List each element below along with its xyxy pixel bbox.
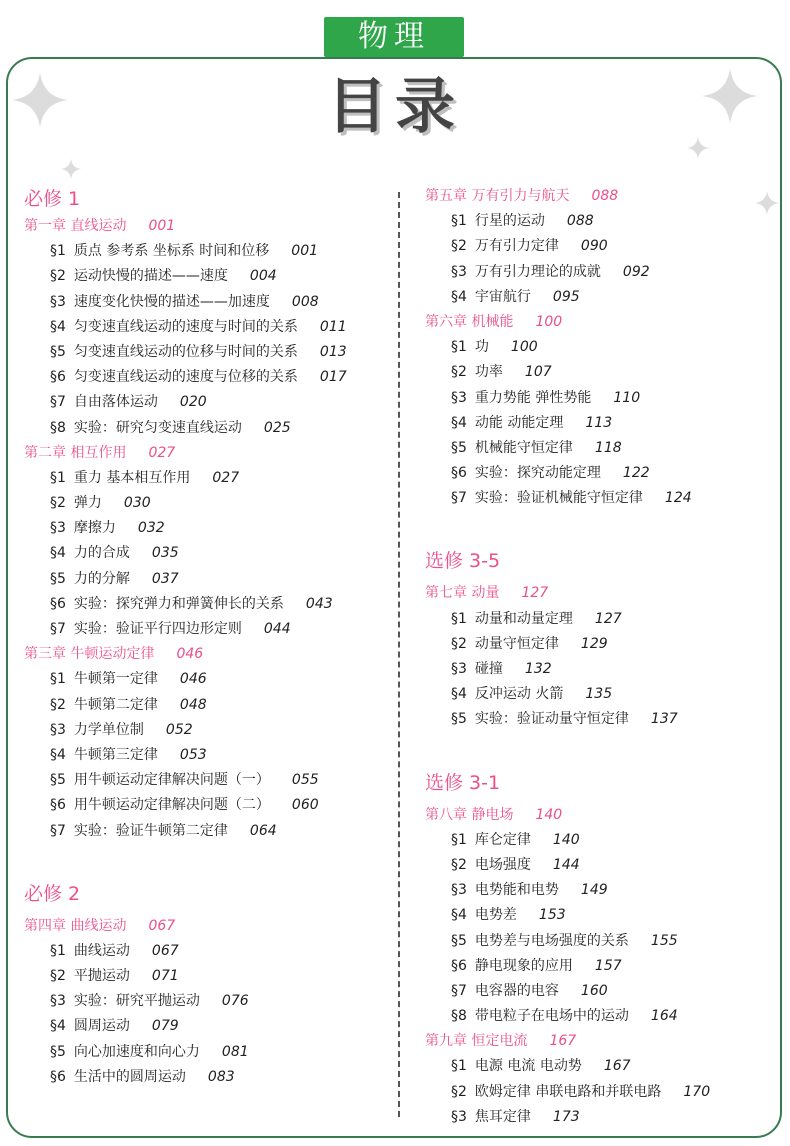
section-number: §7 [50,822,66,839]
section-title: 电势差与电场强度的关系 [474,932,629,949]
chapter-heading [425,1029,775,1054]
toc-left-column [24,184,392,1090]
page-number: 027 [148,444,176,461]
sparkle-icon [686,136,710,160]
section-number: §2 [451,364,467,381]
toc-entry [425,607,775,632]
section-number: §6 [50,797,66,814]
toc-entry [24,718,392,743]
toc-entry [24,693,392,718]
chapter-title: 第九章 恒定电流 [425,1033,528,1050]
chapter-heading [425,581,775,606]
toc-entry [425,979,775,1004]
toc-entry [24,1040,392,1065]
section-title: 平抛运动 [73,968,130,985]
subject-tab: 物理 [324,17,464,57]
page-number: 046 [176,646,204,663]
page-number: 170 [683,1083,711,1100]
toc-entry [24,1065,392,1090]
page-number: 011 [319,318,347,335]
page-number: 140 [552,831,580,848]
chapter-title: 第四章 曲线运动 [24,917,127,934]
section-number: §1 [451,339,467,356]
toc-entry [24,390,392,415]
toc-entry [425,682,775,707]
toc-entry [24,541,392,566]
section-title: 用牛顿运动定律解决问题（二） [73,797,270,814]
toc-entry [425,878,775,903]
section-number: §3 [50,993,66,1010]
section-title: 万有引力理论的成就 [474,263,601,280]
page-number: 127 [521,585,549,602]
chapter-heading [24,441,392,466]
toc-entry [425,903,775,928]
module-heading: 选修 3-1 [425,771,501,794]
page-number: 001 [148,218,176,234]
page-number: 046 [179,671,207,688]
toc-entry [24,939,392,964]
section-title: 反冲运动 火箭 [474,686,564,703]
toc-entry [24,239,392,264]
toc-entry [24,466,392,491]
page-number: 129 [580,635,608,652]
toc-entry [425,853,775,878]
page-number: 048 [179,696,207,713]
section-number: §1 [451,831,467,848]
toc-entry [425,929,775,954]
section-number: §1 [50,469,66,486]
section-number: §6 [50,595,66,612]
page-number: 017 [319,369,347,386]
toc-entry [425,1105,775,1130]
section-number: §7 [451,982,467,999]
chapter-title: 第六章 机械能 [425,313,514,330]
toc-entry [425,411,775,436]
toc-entry [425,335,775,360]
section-title: 带电粒子在电场中的运动 [474,1008,629,1025]
page-number: 144 [552,856,580,873]
chapter-heading [425,310,775,335]
sparkle-icon [10,70,70,130]
section-number: §3 [451,263,467,280]
section-title: 实验：研究平抛运动 [73,993,200,1010]
section-number: §3 [451,882,467,899]
page-number: 027 [212,469,240,486]
section-number: §6 [50,369,66,386]
section-number: §5 [50,570,66,587]
section-title: 功率 [474,364,503,381]
page-number: 067 [151,942,179,959]
section-title: 牛顿第一定律 [73,671,158,688]
page-number: 076 [221,993,249,1010]
section-number: §2 [50,696,66,713]
section-number: §1 [50,671,66,688]
page-number: 132 [524,661,552,677]
section-title: 自由落体运动 [73,394,158,411]
page-number: 020 [179,394,207,411]
section-title: 生活中的圆周运动 [73,1068,186,1085]
page-number: 030 [123,495,151,512]
section-title: 行星的运动 [474,213,545,230]
section-title: 实验：验证动量守恒定律 [474,711,629,728]
page-number: 100 [510,339,538,356]
section-number: §2 [451,635,467,652]
section-number: §5 [50,1043,66,1060]
section-title: 静电现象的应用 [474,957,573,974]
toc-entry [24,667,392,692]
page-number: 081 [221,1043,249,1060]
page-number: 008 [291,293,319,310]
page-number: 004 [249,268,277,285]
section-title: 用牛顿运动定律解决问题（一） [73,772,270,789]
page-number: 160 [580,982,608,999]
toc-entry [24,315,392,340]
section-title: 功 [474,339,489,356]
section-number: §8 [451,1008,467,1025]
chapter-heading [24,914,392,939]
section-title: 速度变化快慢的描述——加速度 [73,293,270,310]
module-heading: 选修 3-5 [425,550,501,573]
page-number: 079 [151,1018,179,1035]
page-number: 124 [664,490,692,507]
page-title: 目录 [327,72,463,142]
page-number: 157 [594,957,622,974]
section-number: §2 [451,856,467,873]
section-number: §3 [451,661,467,677]
toc-entry [425,209,775,234]
toc-entry [425,486,775,511]
page-number: 092 [622,263,650,280]
toc-entry [24,340,392,365]
sparkle-icon [700,66,760,126]
page-number: 149 [580,882,608,899]
section-title: 力学单位制 [73,721,144,738]
toc-entry [24,290,392,315]
section-number: §3 [50,293,66,310]
chapter-heading [24,642,392,667]
section-title: 宇宙航行 [474,288,531,305]
chapter-title: 第二章 相互作用 [24,444,127,461]
section-title: 电场强度 [474,856,531,873]
section-number: §7 [50,621,66,637]
toc-entry [24,793,392,818]
page-number: 122 [622,465,650,482]
section-title: 重力 基本相互作用 [73,469,191,486]
section-number: §4 [50,1018,66,1035]
page-number: 035 [151,545,179,562]
page-number: 013 [319,343,347,360]
section-number: §7 [451,490,467,507]
section-number: §1 [50,243,66,260]
section-number: §4 [451,907,467,924]
section-number: §3 [50,520,66,537]
section-number: §3 [50,721,66,738]
section-number: §2 [50,968,66,985]
page-number: 118 [594,439,622,456]
page-number: 090 [580,238,608,255]
section-number: §2 [50,268,66,285]
section-number: §1 [451,1058,467,1075]
toc-entry [425,360,775,385]
section-title: 动量守恒定律 [474,635,559,652]
toc-entry [425,436,775,461]
section-title: 曲线运动 [73,942,130,959]
section-number: §4 [451,288,467,305]
toc-entry [24,567,392,592]
section-number: §4 [451,414,467,431]
section-number: §5 [50,772,66,789]
toc-entry [24,516,392,541]
toc-entry [425,234,775,259]
page-number: 032 [137,520,165,537]
toc-entry [24,592,392,617]
section-title: 实验：探究动能定理 [474,465,601,482]
section-number: §4 [50,318,66,335]
section-title: 焦耳定律 [474,1108,531,1125]
page-number: 167 [603,1058,631,1075]
section-number: §6 [50,1068,66,1085]
toc-entry [24,1014,392,1039]
section-title: 万有引力定律 [474,238,559,255]
page-number: 060 [291,797,319,814]
module-heading: 必修 2 [24,882,81,905]
section-title: 实验：验证牛顿第二定律 [73,822,228,839]
section-number: §5 [451,711,467,728]
toc-entry [425,1004,775,1029]
page-number: 135 [585,686,613,703]
chapter-heading [24,214,392,239]
section-title: 匀变速直线运动的位移与时间的关系 [73,343,298,360]
toc-right-column [425,184,775,1130]
chapter-title: 第七章 动量 [425,585,500,602]
toc-entry [24,416,392,441]
chapter-title: 第一章 直线运动 [24,218,127,234]
toc-entry [425,954,775,979]
section-number: §1 [451,610,467,627]
page-number: 053 [179,746,207,763]
section-title: 质点 参考系 坐标系 时间和位移 [73,243,270,260]
toc-entry [425,707,775,732]
section-title: 动能 动能定理 [474,414,564,431]
module-heading: 必修 1 [24,188,81,210]
section-title: 弹力 [73,495,102,512]
page-number: 140 [535,806,563,823]
section-title: 圆周运动 [73,1018,130,1035]
page-number: 067 [148,917,176,934]
section-number: §1 [50,942,66,959]
section-number: §1 [451,213,467,230]
toc-entry [24,743,392,768]
toc-entry [425,1054,775,1079]
section-number: §5 [451,439,467,456]
page-number: 137 [650,711,678,728]
section-title: 实验：探究弹力和弹簧伸长的关系 [73,595,284,612]
section-title: 向心加速度和向心力 [73,1043,200,1060]
section-number: §3 [451,1108,467,1125]
page-number: 064 [249,822,277,839]
section-number: §5 [451,932,467,949]
toc-entry [24,964,392,989]
page-number: 167 [549,1033,577,1050]
page-number: 043 [305,595,333,612]
chapter-title: 第三章 牛顿运动定律 [24,646,155,663]
page-number: 110 [613,389,641,406]
section-number: §4 [451,686,467,703]
toc-entry [425,1080,775,1105]
section-title: 动量和动量定理 [474,610,573,627]
page-number: 001 [291,243,319,260]
section-number: §4 [50,545,66,562]
page-number: 088 [566,213,594,230]
section-title: 实验：验证平行四边形定则 [73,621,242,637]
section-title: 电势差 [474,907,517,924]
chapter-heading [425,184,775,209]
page-number: 107 [524,364,552,381]
chapter-title: 第五章 万有引力与航天 [425,188,570,204]
chapter-heading [425,803,775,828]
section-number: §2 [50,495,66,512]
page-number: 155 [650,932,678,949]
section-number: §6 [451,465,467,482]
page-number: 025 [263,419,291,436]
page-number: 052 [165,721,193,738]
toc-entry [425,386,775,411]
section-title: 实验：验证机械能守恒定律 [474,490,643,507]
page-number: 037 [151,570,179,587]
section-title: 重力势能 弹性势能 [474,389,592,406]
page-number: 088 [591,188,619,204]
toc-entry [425,828,775,853]
page-number: 153 [538,907,566,924]
section-title: 电势能和电势 [474,882,559,899]
toc-entry [425,657,775,682]
sparkle-icon [60,158,82,180]
section-number: §4 [50,746,66,763]
section-number: §3 [451,389,467,406]
page-number: 100 [535,313,563,330]
column-divider [398,192,400,1117]
section-number: §6 [451,957,467,974]
page-number: 127 [594,610,622,627]
section-title: 匀变速直线运动的速度与位移的关系 [73,369,298,386]
toc-entry [425,632,775,657]
section-number: §5 [50,343,66,360]
toc-entry [24,264,392,289]
section-title: 匀变速直线运动的速度与时间的关系 [73,318,298,335]
page-number: 044 [263,621,291,637]
section-number: §2 [451,1083,467,1100]
toc-entry [24,989,392,1014]
section-title: 碰撞 [474,661,503,677]
toc-entry [425,260,775,285]
toc-entry [425,285,775,310]
page-number: 071 [151,968,179,985]
page-number: 164 [650,1008,678,1025]
toc-entry [24,365,392,390]
toc-entry [425,461,775,486]
toc-entry [24,819,392,844]
section-title: 力的分解 [73,570,130,587]
page-number: 113 [585,414,613,431]
section-title: 实验：研究匀变速直线运动 [73,419,242,436]
section-title: 牛顿第三定律 [73,746,158,763]
page-number: 173 [552,1108,580,1125]
section-title: 力的合成 [73,545,130,562]
section-number: §7 [50,394,66,411]
section-title: 电容器的电容 [474,982,559,999]
page-number: 083 [207,1068,235,1085]
toc-entry [24,617,392,642]
page-number: 095 [552,288,580,305]
section-title: 电源 电流 电动势 [474,1058,582,1075]
section-title: 摩擦力 [73,520,116,537]
section-title: 库仑定律 [474,831,531,848]
section-title: 牛顿第二定律 [73,696,158,713]
section-title: 机械能守恒定律 [474,439,573,456]
toc-entry [24,491,392,516]
section-number: §2 [451,238,467,255]
chapter-title: 第八章 静电场 [425,806,514,823]
section-title: 运动快慢的描述——速度 [73,268,228,285]
page-number: 055 [291,772,319,789]
section-title: 欧姆定律 串联电路和并联电路 [474,1083,662,1100]
section-number: §8 [50,419,66,436]
toc-entry [24,768,392,793]
